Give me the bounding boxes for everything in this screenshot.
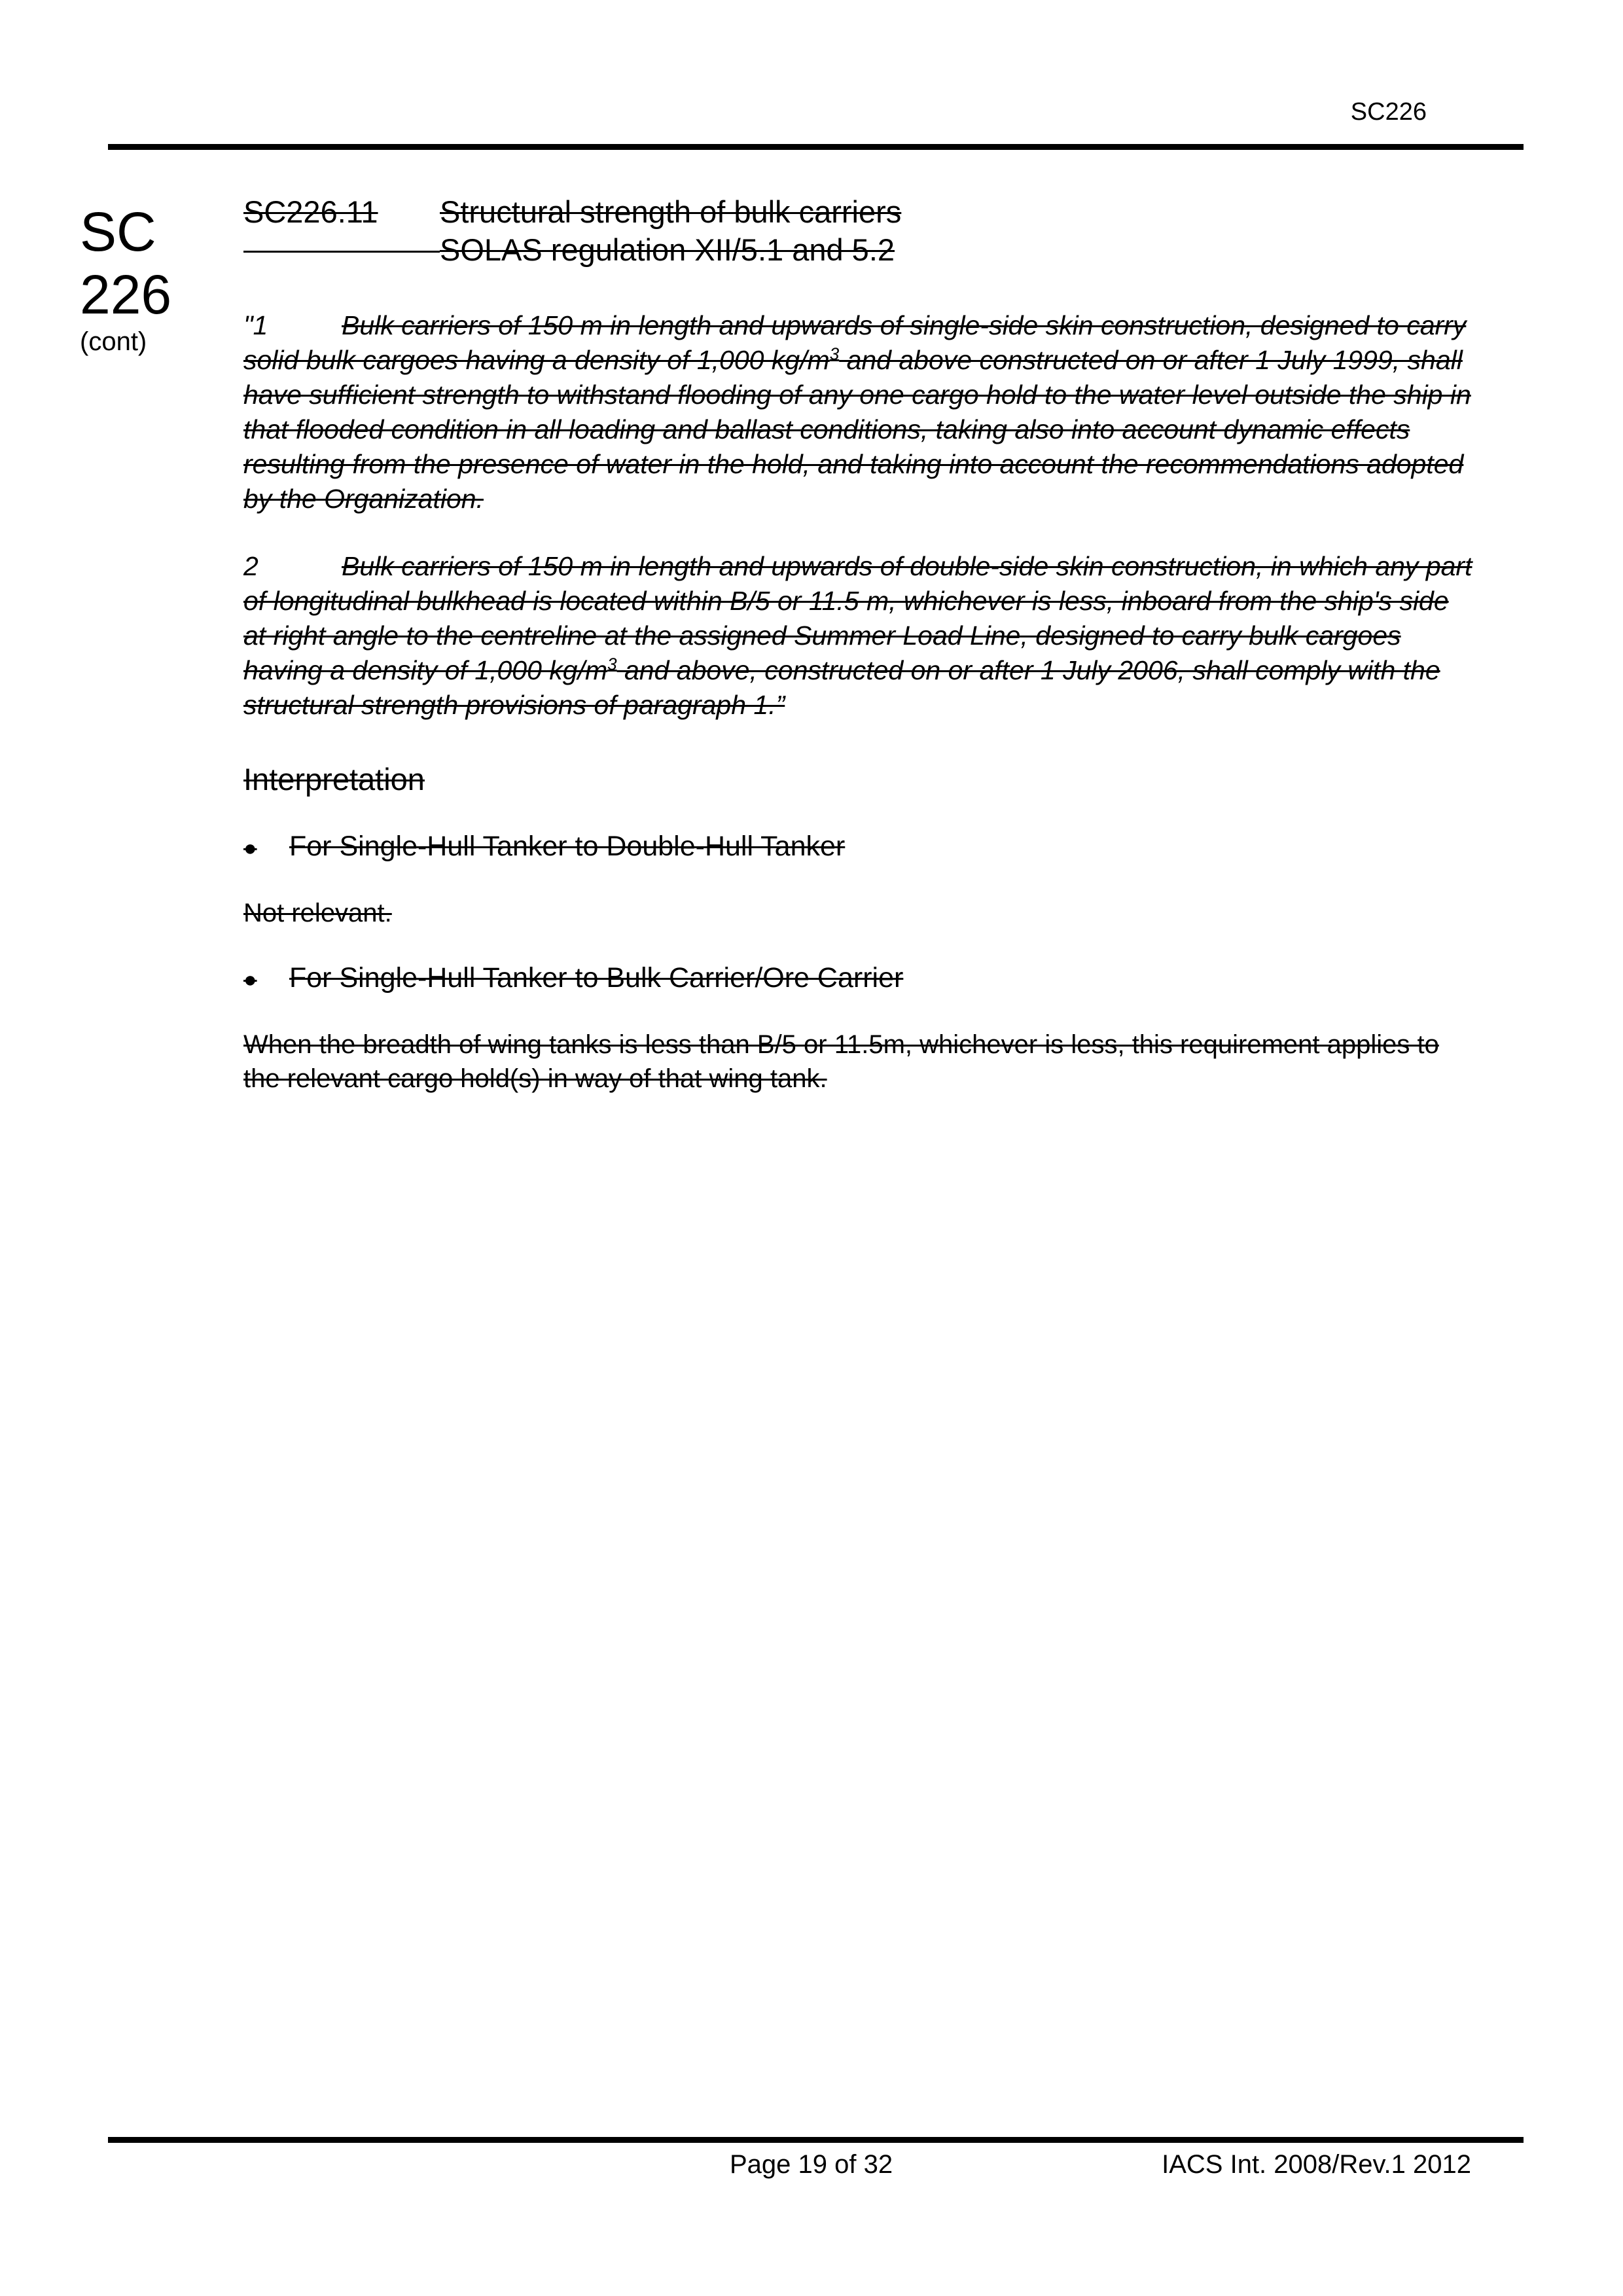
- interpretation-text: Not relevant.: [243, 899, 392, 927]
- regulation-paragraph-1-number: "1: [243, 310, 268, 340]
- bullet-text: For Single-Hull Tanker to Bulk Carrier/Ore Carrier: [289, 962, 904, 994]
- interpretation-text: When the breadth of wing tanks is less than B/5 or 11.5m, whichever is less, this requirement applies to the relevant cargo hold(s) in way of that wing tank.: [243, 1030, 1439, 1093]
- bullet-item: [243, 960, 1474, 997]
- title-indent-line: [243, 251, 440, 253]
- bullet-icon: ●: [243, 967, 257, 992]
- bullet-icon: ●: [243, 836, 257, 861]
- footer-rule: [108, 2137, 1524, 2143]
- regulation-paragraph-1-superscript: 3: [829, 344, 840, 364]
- document-reference: IACS Int. 2008/Rev.1 2012: [1162, 2150, 1471, 2179]
- side-number: 226: [80, 264, 172, 325]
- regulation-paragraph-1: [243, 308, 1474, 516]
- regulation-paragraph-2-superscript: 3: [607, 654, 617, 674]
- bullet-text: For Single-Hull Tanker to Double-Hull Tanker: [289, 831, 846, 862]
- main-content: [243, 193, 1474, 1096]
- regulation-paragraph-2-text-a: Bulk carriers of 150 m in length and upwards of double-side skin construction, in which any part of longitudinal bulkhead is located within B/5 or 11.5 m, whichever is less, inboard from the ship's side at right angle to the centreline at the assigned Summer Load Line, designed to carry bulk cargoes having a density of 1,000 kg/m: [243, 551, 1472, 685]
- regulation-paragraph-1-text-a: Bulk carriers of 150 m in length and upwards of single-side skin construction, designed to carry solid bulk cargoes having a density of 1,000 kg/m: [243, 310, 1467, 375]
- regulation-paragraph-2-number: 2: [243, 551, 259, 581]
- section-number: SC226.11: [243, 194, 378, 229]
- regulation-paragraph-2-text-b: and above, constructed on or after 1 July 2006, shall comply with the structural strength provisions of paragraph 1.”: [243, 655, 1440, 720]
- header-code: SC226: [1350, 98, 1427, 126]
- section-title: Structural strength of bulk carriers: [440, 194, 902, 229]
- side-label: [80, 201, 185, 357]
- side-cont: (cont): [80, 327, 147, 356]
- section-title-row-2: [243, 231, 1474, 269]
- section-title-row-1: [243, 193, 1474, 231]
- header-rule: [108, 144, 1524, 150]
- side-code: SC: [80, 201, 156, 262]
- page-number: Page 19 of 32: [730, 2150, 893, 2179]
- regulation-paragraph-2: [243, 549, 1474, 723]
- regulation-paragraph-1-text-b: and above constructed on or after 1 July 1999, shall have sufficient strength to withstand flooding of any one cargo hold to the water level outside the ship in that flooded condition in all loading and ballast conditions, taking also into account dynamic effects resulting from the presence of water in the hold, and taking into account the recommendations adopted by the Organization.: [243, 345, 1471, 514]
- bullet-item: [243, 829, 1474, 866]
- interpretation-heading: Interpretation: [243, 762, 425, 797]
- section-subtitle: SOLAS regulation XII/5.1 and 5.2: [440, 232, 895, 267]
